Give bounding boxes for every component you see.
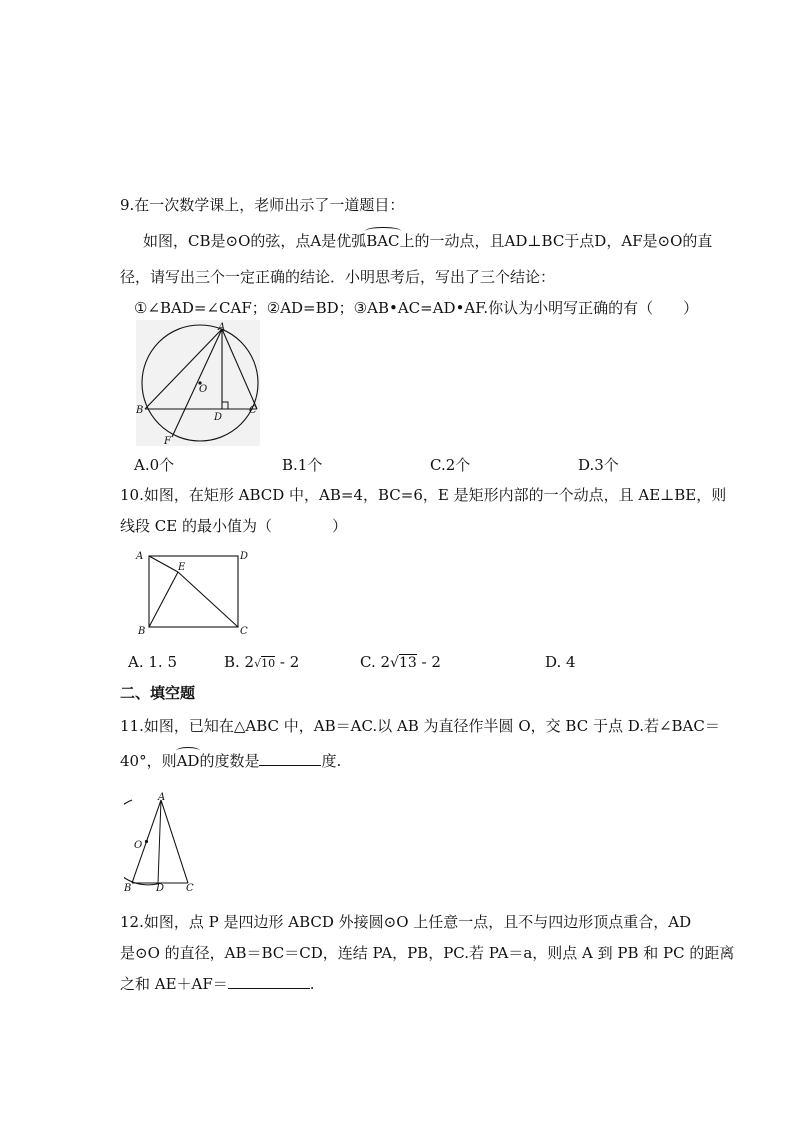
q9-label-a: A: [218, 322, 226, 333]
q9-label-f: F: [164, 436, 171, 446]
q10-rectangle: [149, 556, 238, 627]
q10-label-b: B: [138, 626, 146, 637]
q9-option-d: D.3个: [578, 456, 619, 474]
q10-option-b-sqrt: √10: [254, 657, 276, 670]
q12-line3-a: 之和 AE＋AF＝: [120, 975, 228, 993]
q11-answer-blank[interactable]: [259, 751, 321, 766]
q10-option-b-coef: B. 2: [224, 653, 255, 671]
q10-label-d: D: [240, 551, 249, 562]
q12-line1: 12.如图，点 P 是四边形 ABCD 外接圆⊙O 上任意一点，且不与四边形顶点重合，AD: [120, 913, 692, 931]
q9-label-o: O: [199, 384, 208, 395]
q11-figure: [124, 790, 200, 894]
q9-figure-bg: [136, 320, 260, 446]
q10-option-d: D. 4: [545, 653, 576, 671]
q9-figure: [136, 320, 260, 446]
q10-option-c-coef: C. 2: [360, 653, 391, 671]
q10-line1: 10.如图，在矩形 ABCD 中，AB=4，BC=6，E 是矩形内部的一个动点，且 AE⊥BE，则: [120, 486, 727, 504]
q11-semicircle: [124, 800, 161, 885]
q12-line3-b: .: [309, 975, 315, 993]
q9-stem: 9.在一次数学课上，老师出示了一道题目：: [120, 196, 405, 214]
q11-label-a: A: [158, 792, 166, 803]
q11-line2-c: 度.: [321, 752, 342, 770]
q10-option-c-tail: - 2: [416, 653, 441, 671]
q11-label-o: O: [134, 840, 143, 851]
q10-line2: 线段 CE 的最小值为（ ）: [120, 517, 347, 535]
q11-label-c: C: [186, 883, 194, 894]
q10-option-c-sqrt: √13: [390, 655, 417, 671]
q10-option-c-radicand: 13: [398, 655, 417, 671]
q9-line1: [143, 231, 712, 251]
q9-option-a: A.0个: [134, 456, 175, 474]
q12-answer-blank[interactable]: [228, 974, 310, 989]
q11-label-d: D: [156, 883, 165, 894]
q9-line1-a: 如图，CB是⊙O的弦，点A是优弧: [143, 232, 367, 250]
q9-line2: 径，请写出三个一定正确的结论．小明思考后，写出了三个结论：: [120, 268, 556, 286]
q9-line3: ①∠BAD=∠CAF；②AD=BD；③AB•AC=AD•AF.你认为小明写正确的有（ ）: [134, 299, 699, 317]
q9-arc-bac: BAC: [366, 232, 400, 250]
q10-segment-ae: [149, 556, 178, 572]
q10-option-c: [360, 652, 441, 673]
q11-line2-a: 40°，则: [120, 752, 177, 770]
q9-line1-b: 上的一动点，且AD⊥BC于点D，AF是⊙O的直: [399, 232, 713, 250]
q10-label-a: A: [136, 551, 144, 562]
q10-label-e: E: [178, 562, 186, 573]
q12-line3: [120, 974, 315, 994]
q11-center-dot: [145, 840, 148, 843]
q9-label-b: B: [136, 405, 144, 416]
q12-line2: 是⊙O 的直径，AB＝BC＝CD，连结 PA，PB，PC.若 PA＝a，则点 A 到 PB 和 PC 的距离: [120, 944, 735, 962]
q10-label-c: C: [240, 626, 248, 637]
q10-option-b-radicand: 10: [261, 657, 276, 670]
q10-segment-ce: [178, 572, 238, 627]
q11-label-b: B: [124, 883, 132, 894]
q11-segment-ac: [161, 800, 188, 883]
q10-option-b-tail: - 2: [275, 653, 300, 671]
q10-option-a: A. 1. 5: [128, 653, 177, 671]
q9-option-b: B.1个: [282, 456, 323, 474]
q9-label-d: D: [214, 412, 223, 423]
q9-option-c: C.2个: [430, 456, 471, 474]
q11-segment-ad: [158, 800, 161, 883]
q11-line2-b: 的度数是: [199, 752, 260, 770]
q11-arc-ad: AD: [176, 752, 200, 770]
q10-option-b: [224, 652, 299, 674]
q9-label-c: C: [249, 405, 257, 416]
q11-line2: [120, 751, 341, 771]
q11-line1: 11.如图，已知在△ABC 中，AB＝AC.以 AB 为直径作半圆 O，交 BC 于点 D.若∠BAC＝: [120, 717, 720, 735]
section-title: 二、填空题: [120, 684, 196, 702]
q10-figure: [134, 546, 254, 638]
q10-segment-be: [149, 572, 178, 627]
